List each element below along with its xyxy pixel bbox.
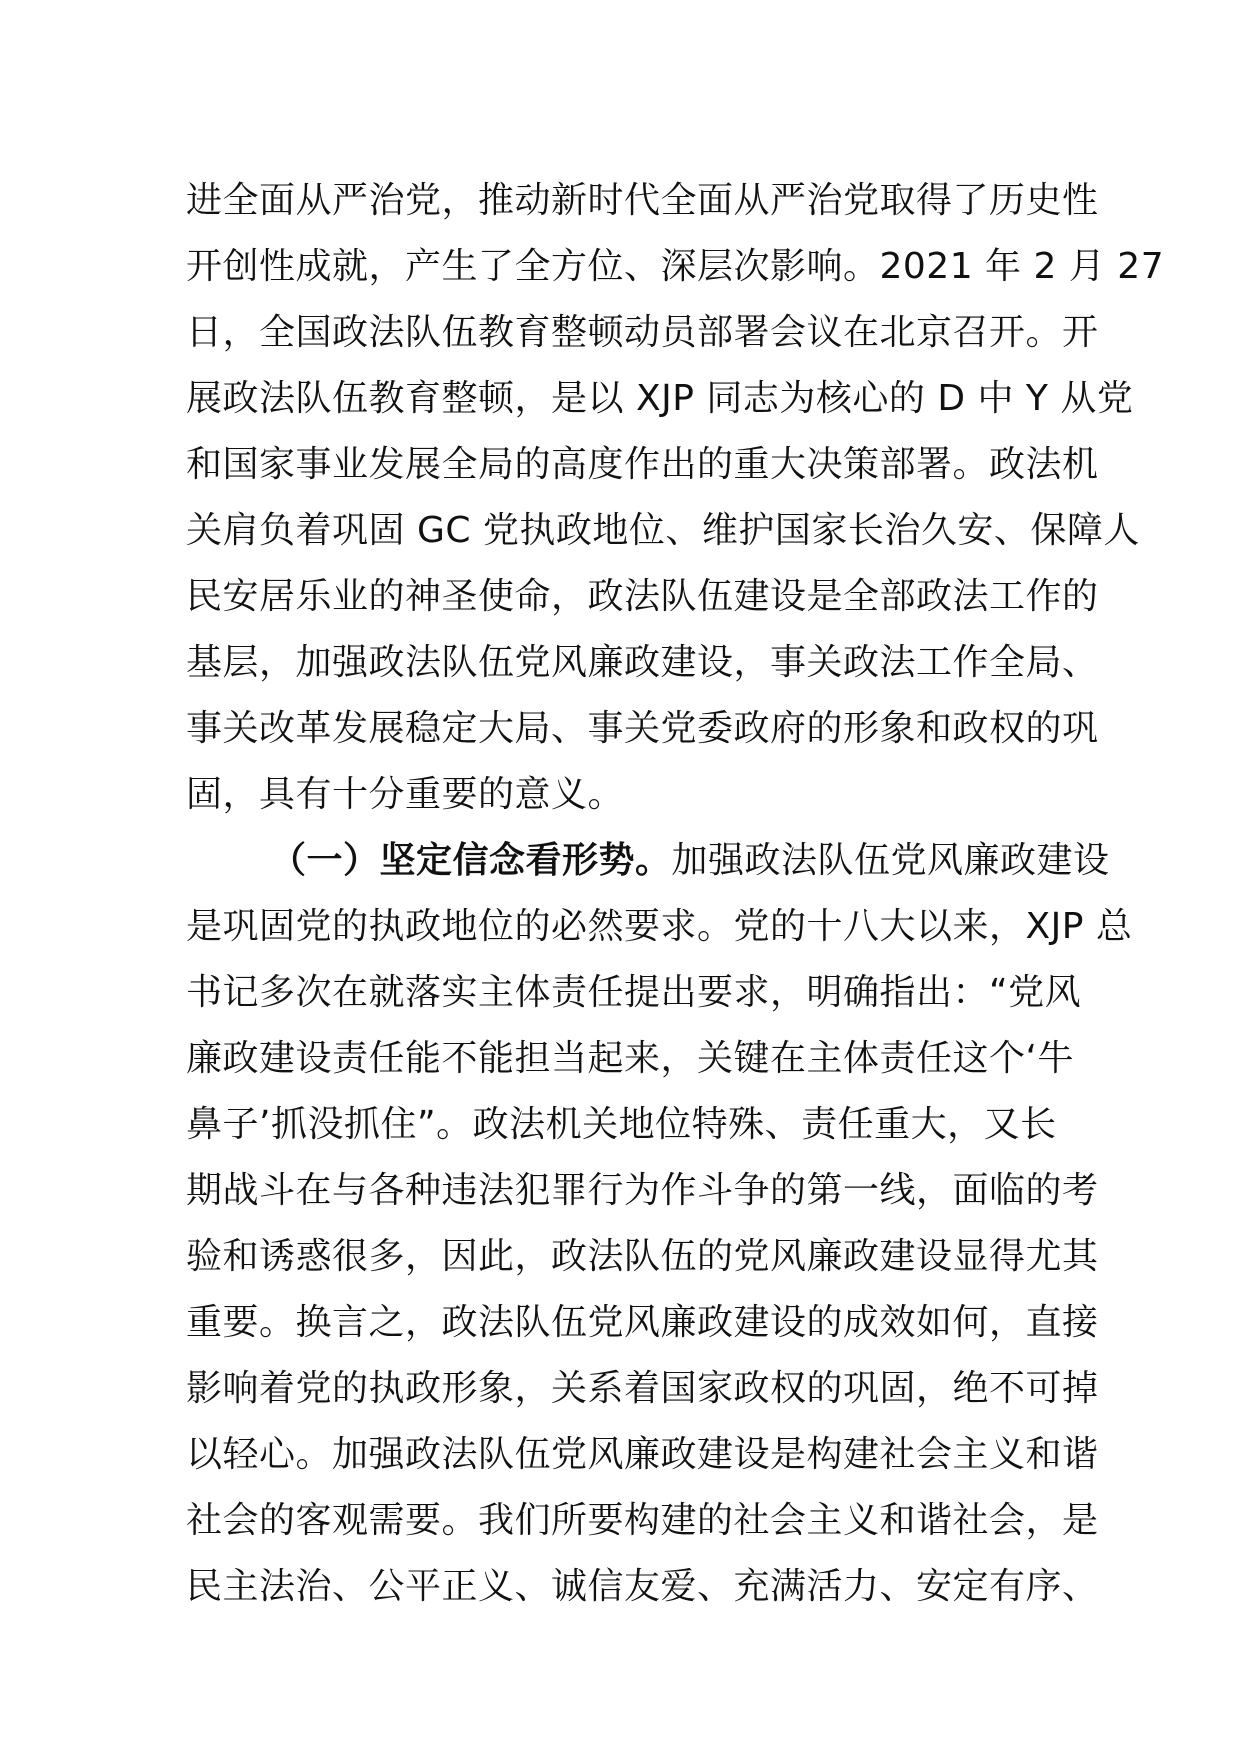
paragraph-line: 和国家事业发展全局的高度作出的重大决策部署。政法机 [186,444,1099,485]
paragraph-line: 鼻子’抓没抓住”。政法机关地位特殊、责任重大，又长 [186,1104,1057,1145]
paragraph-line: 展政法队伍教育整顿，是以 XJP 同志为核心的 D 中 Y 从党 [186,378,1134,419]
paragraph-line: 期战斗在与各种违法犯罪行为作斗争的第一线，面临的考 [186,1170,1099,1211]
body-text [186,168,1165,1620]
paragraph-line: 验和诱惑很多，因此，政法队伍的党风廉政建设显得尤其 [186,1236,1099,1277]
paragraph-first-line [186,828,1110,894]
paragraph-1 [186,168,1165,828]
paragraph-line: 社会的客观需要。我们所要构建的社会主义和谐社会，是 [186,1500,1099,1541]
paragraph-line: 关肩负着巩固 GC 党执政地位、维护国家长治久安、保障人 [186,510,1140,551]
paragraph-line: 书记多次在就落实主体责任提出要求，明确指出：“党风 [186,972,1082,1013]
paragraph-line: 影响着党的执政形象，关系着国家政权的巩固，绝不可掉 [186,1368,1099,1409]
paragraph-line: 重要。换言之，政法队伍党风廉政建设的成效如何，直接 [186,1302,1099,1343]
paragraph-line: 是巩固党的执政地位的必然要求。党的十八大以来，XJP 总 [186,906,1133,947]
paragraph-line: 民主法治、公平正义、诚信友爱、充满活力、安定有序、 [186,1566,1099,1607]
paragraph-line: 固，具有十分重要的意义。 [186,774,625,815]
paragraph-line: 民安居乐业的神圣使命，政法队伍建设是全部政法工作的 [186,576,1099,617]
paragraph-2 [186,828,1133,1620]
paragraph-line: 进全面从严治党，推动新时代全面从严治党取得了历史性 [186,180,1099,221]
paragraph-line: 日，全国政法队伍教育整顿动员部署会议在北京召开。开 [186,312,1099,353]
paragraph-line: 以轻心。加强政法队伍党风廉政建设是构建社会主义和谐 [186,1434,1099,1475]
paragraph-line: 廉政建设责任能不能担当起来，关键在主体责任这个‘牛 [186,1038,1074,1079]
section-heading: （一）坚定信念看形势。 [270,840,672,881]
paragraph-line: 开创性成就，产生了全方位、深层次影响。2021 年 2 月 27 [186,246,1165,287]
paragraph-line-rest: 加强政法队伍党风廉政建设 [671,840,1110,881]
paragraph-line: 基层，加强政法队伍党风廉政建设，事关政法工作全局、 [186,642,1099,683]
paragraph-line: 事关改革发展稳定大局、事关党委政府的形象和政权的巩 [186,708,1099,749]
